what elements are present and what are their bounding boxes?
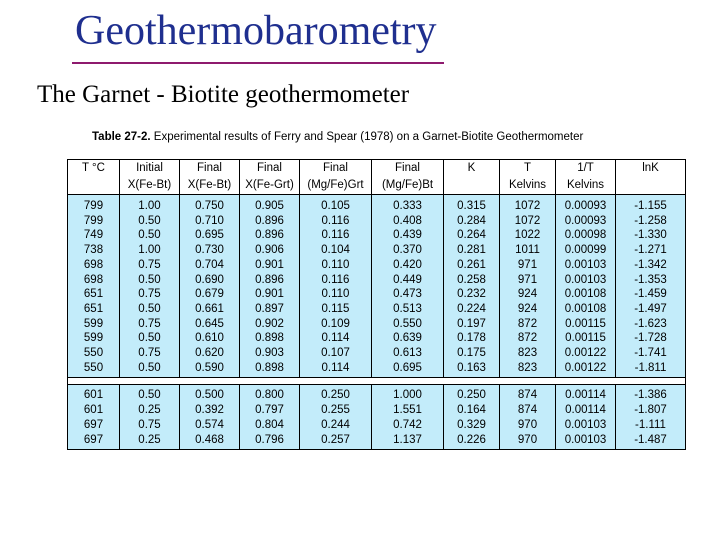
table-cell: -1.258 <box>616 214 686 229</box>
table-cell: 0.00103 <box>556 418 616 433</box>
table-cell: 0.329 <box>444 418 500 433</box>
table-cell: 0.00103 <box>556 258 616 273</box>
table-cell: 0.75 <box>120 418 180 433</box>
table-cell: 799 <box>68 214 120 229</box>
table-row <box>68 302 686 317</box>
table-cell: 0.439 <box>372 228 444 243</box>
table-cell: 0.175 <box>444 346 500 361</box>
table-cell: 0.258 <box>444 273 500 288</box>
table-row <box>68 346 686 361</box>
table-cell: 0.333 <box>372 195 444 214</box>
table-cell: 601 <box>68 385 120 403</box>
column-header: Final <box>180 160 240 178</box>
column-header: Final <box>240 160 300 178</box>
table-cell: 0.50 <box>120 228 180 243</box>
table-cell: 0.50 <box>120 361 180 378</box>
table-cell: 0.261 <box>444 258 500 273</box>
table-cell: 0.613 <box>372 346 444 361</box>
table-row <box>68 214 686 229</box>
table-cell: 0.590 <box>180 361 240 378</box>
column-header-subtitle: X(Fe-Bt) <box>120 177 180 195</box>
table-cell: 0.257 <box>300 433 372 450</box>
table-row <box>68 243 686 258</box>
table-cell: 872 <box>500 317 556 332</box>
table-row <box>68 433 686 450</box>
table-cell: 0.742 <box>372 418 444 433</box>
table-cell: 0.500 <box>180 385 240 403</box>
data-group-1 <box>68 195 686 378</box>
table-row <box>68 418 686 433</box>
table-cell: 823 <box>500 346 556 361</box>
table-cell: 0.903 <box>240 346 300 361</box>
table-cell: 0.550 <box>372 317 444 332</box>
table-cell: 0.00122 <box>556 361 616 378</box>
table-cell: 749 <box>68 228 120 243</box>
table-caption <box>92 130 583 144</box>
table-cell: 0.00103 <box>556 273 616 288</box>
table-cell: 0.408 <box>372 214 444 229</box>
table-cell: 0.750 <box>180 195 240 214</box>
table-cell: 0.00099 <box>556 243 616 258</box>
table-cell: 0.250 <box>444 385 500 403</box>
table-row <box>68 195 686 214</box>
table-cell: 698 <box>68 258 120 273</box>
table-cell: 0.896 <box>240 273 300 288</box>
table-cell: -1.811 <box>616 361 686 378</box>
table-cell: 874 <box>500 403 556 418</box>
experimental-results-table <box>67 159 686 450</box>
table-cell: 0.75 <box>120 258 180 273</box>
table-cell: 0.197 <box>444 317 500 332</box>
column-header-subtitle <box>444 177 500 195</box>
table-cell: 0.679 <box>180 287 240 302</box>
table-cell: 0.00093 <box>556 214 616 229</box>
table-cell: 0.164 <box>444 403 500 418</box>
table-caption-text: Experimental results of Ferry and Spear (1978) on a Garnet-Biotite Geothermometer <box>153 131 584 143</box>
table-cell: -1.728 <box>616 331 686 346</box>
table-cell: 1072 <box>500 195 556 214</box>
table-cell: 0.620 <box>180 346 240 361</box>
table-cell: 0.255 <box>300 403 372 418</box>
table-cell: 0.468 <box>180 433 240 450</box>
table-cell: 0.574 <box>180 418 240 433</box>
column-header: K <box>444 160 500 178</box>
table-cell: 0.804 <box>240 418 300 433</box>
table-cell: 0.104 <box>300 243 372 258</box>
table-cell: 1.00 <box>120 195 180 214</box>
table-cell: 872 <box>500 331 556 346</box>
table-cell: 0.704 <box>180 258 240 273</box>
table-cell: 0.00115 <box>556 331 616 346</box>
column-header-subtitle: X(Fe-Grt) <box>240 177 300 195</box>
table-cell: 0.284 <box>444 214 500 229</box>
table-cell: 0.116 <box>300 228 372 243</box>
table-cell: 698 <box>68 273 120 288</box>
table-cell: 651 <box>68 302 120 317</box>
table-cell: 0.250 <box>300 385 372 403</box>
table-cell: 0.898 <box>240 331 300 346</box>
table-cell: 599 <box>68 331 120 346</box>
table-cell: 0.800 <box>240 385 300 403</box>
table-cell: 924 <box>500 287 556 302</box>
table-cell: 1072 <box>500 214 556 229</box>
table-cell: -1.271 <box>616 243 686 258</box>
table-cell: 0.00103 <box>556 433 616 450</box>
table-cell: 799 <box>68 195 120 214</box>
table-cell: 0.107 <box>300 346 372 361</box>
table-cell: 1.000 <box>372 385 444 403</box>
table-cell: 0.75 <box>120 317 180 332</box>
table-cell: 0.110 <box>300 287 372 302</box>
table-cell: 970 <box>500 418 556 433</box>
table-cell: 0.00115 <box>556 317 616 332</box>
table-cell: 0.114 <box>300 331 372 346</box>
table-cell: -1.487 <box>616 433 686 450</box>
table-cell: 0.695 <box>372 361 444 378</box>
table-cell: 0.109 <box>300 317 372 332</box>
table-cell: 0.370 <box>372 243 444 258</box>
table-cell: 0.315 <box>444 195 500 214</box>
column-header-subtitle <box>616 177 686 195</box>
table-cell: 0.906 <box>240 243 300 258</box>
table-cell: 0.00098 <box>556 228 616 243</box>
table-cell: 0.661 <box>180 302 240 317</box>
table-cell: 0.75 <box>120 287 180 302</box>
table-cell: 0.00093 <box>556 195 616 214</box>
table-cell: 0.25 <box>120 403 180 418</box>
column-header-subtitle: (Mg/Fe)Grt <box>300 177 372 195</box>
table-cell: 924 <box>500 302 556 317</box>
table-cell: 0.901 <box>240 287 300 302</box>
table-cell: -1.807 <box>616 403 686 418</box>
column-header-subtitle: X(Fe-Bt) <box>180 177 240 195</box>
table-cell: 0.896 <box>240 228 300 243</box>
table-row <box>68 273 686 288</box>
table-cell: 0.473 <box>372 287 444 302</box>
table-cell: 0.00114 <box>556 385 616 403</box>
table-cell: 0.797 <box>240 403 300 418</box>
table-cell: 0.896 <box>240 214 300 229</box>
table-row <box>68 258 686 273</box>
table-cell: 1022 <box>500 228 556 243</box>
table-cell: 1011 <box>500 243 556 258</box>
table-cell: 0.105 <box>300 195 372 214</box>
table-cell: 697 <box>68 433 120 450</box>
table-cell: -1.353 <box>616 273 686 288</box>
table-cell: 0.114 <box>300 361 372 378</box>
table-cell: 0.420 <box>372 258 444 273</box>
table-row <box>68 287 686 302</box>
table-cell: 1.551 <box>372 403 444 418</box>
table-cell: 0.264 <box>444 228 500 243</box>
table-cell: -1.330 <box>616 228 686 243</box>
table-cell: 0.695 <box>180 228 240 243</box>
slide-subtitle: The Garnet - Biotite geothermometer <box>37 81 410 108</box>
table-cell: 823 <box>500 361 556 378</box>
table-cell: 0.449 <box>372 273 444 288</box>
table-cell: -1.386 <box>616 385 686 403</box>
table-cell: 0.163 <box>444 361 500 378</box>
table-cell: 651 <box>68 287 120 302</box>
table-cell: -1.459 <box>616 287 686 302</box>
table-cell: 970 <box>500 433 556 450</box>
table-cell: 0.50 <box>120 302 180 317</box>
table-cell: 0.690 <box>180 273 240 288</box>
table-cell: 971 <box>500 258 556 273</box>
group-separator <box>68 378 686 385</box>
table-cell: 0.232 <box>444 287 500 302</box>
column-header-subtitle: Kelvins <box>500 177 556 195</box>
table-cell: 0.116 <box>300 273 372 288</box>
table-cell: 0.50 <box>120 273 180 288</box>
table-cell: 0.392 <box>180 403 240 418</box>
table-cell: 0.110 <box>300 258 372 273</box>
table-cell: -1.497 <box>616 302 686 317</box>
table-cell: 0.50 <box>120 214 180 229</box>
table-cell: -1.155 <box>616 195 686 214</box>
table-container <box>67 159 685 450</box>
table-cell: 0.710 <box>180 214 240 229</box>
table-cell: 0.281 <box>444 243 500 258</box>
table-cell: 550 <box>68 361 120 378</box>
table-cell: -1.342 <box>616 258 686 273</box>
column-header-subtitle <box>68 177 120 195</box>
column-header: 1/T <box>556 160 616 178</box>
table-cell: 738 <box>68 243 120 258</box>
table-cell: 0.639 <box>372 331 444 346</box>
table-cell: 0.116 <box>300 214 372 229</box>
table-cell: 0.796 <box>240 433 300 450</box>
table-row <box>68 403 686 418</box>
table-cell: 874 <box>500 385 556 403</box>
table-cell: 0.902 <box>240 317 300 332</box>
table-row <box>68 331 686 346</box>
column-header: Initial <box>120 160 180 178</box>
table-cell: 0.00108 <box>556 287 616 302</box>
table-cell: 0.224 <box>444 302 500 317</box>
table-cell: 1.00 <box>120 243 180 258</box>
table-cell: 0.00114 <box>556 403 616 418</box>
table-cell: 0.00122 <box>556 346 616 361</box>
table-cell: 0.178 <box>444 331 500 346</box>
table-row <box>68 361 686 378</box>
table-cell: 550 <box>68 346 120 361</box>
table-cell: 1.137 <box>372 433 444 450</box>
table-cell: 697 <box>68 418 120 433</box>
table-cell: 0.513 <box>372 302 444 317</box>
table-cell: -1.623 <box>616 317 686 332</box>
table-cell: 971 <box>500 273 556 288</box>
table-cell: 0.905 <box>240 195 300 214</box>
table-cell: 0.25 <box>120 433 180 450</box>
column-header: Final <box>300 160 372 178</box>
column-header: T °C <box>68 160 120 178</box>
column-header-subtitle: (Mg/Fe)Bt <box>372 177 444 195</box>
table-cell: 599 <box>68 317 120 332</box>
data-group-2 <box>68 385 686 450</box>
table-cell: 0.897 <box>240 302 300 317</box>
table-row <box>68 385 686 403</box>
table-cell: 0.901 <box>240 258 300 273</box>
table-cell: 0.115 <box>300 302 372 317</box>
table-cell: 0.50 <box>120 331 180 346</box>
slide-title: Geothermobarometry <box>75 8 437 54</box>
table-cell: 0.610 <box>180 331 240 346</box>
table-row <box>68 228 686 243</box>
column-header: T <box>500 160 556 178</box>
table-cell: 0.75 <box>120 346 180 361</box>
table-cell: -1.741 <box>616 346 686 361</box>
table-cell: 0.226 <box>444 433 500 450</box>
table-row <box>68 317 686 332</box>
table-cell: 0.898 <box>240 361 300 378</box>
table-cell: 0.50 <box>120 385 180 403</box>
table-cell: 0.645 <box>180 317 240 332</box>
title-underline <box>72 62 444 64</box>
column-header: Final <box>372 160 444 178</box>
table-cell: 601 <box>68 403 120 418</box>
column-header-subtitle: Kelvins <box>556 177 616 195</box>
table-caption-label: Table 27-2. <box>92 131 151 143</box>
table-cell: 0.244 <box>300 418 372 433</box>
column-header: lnK <box>616 160 686 178</box>
table-cell: -1.111 <box>616 418 686 433</box>
table-cell: 0.730 <box>180 243 240 258</box>
table-cell: 0.00108 <box>556 302 616 317</box>
